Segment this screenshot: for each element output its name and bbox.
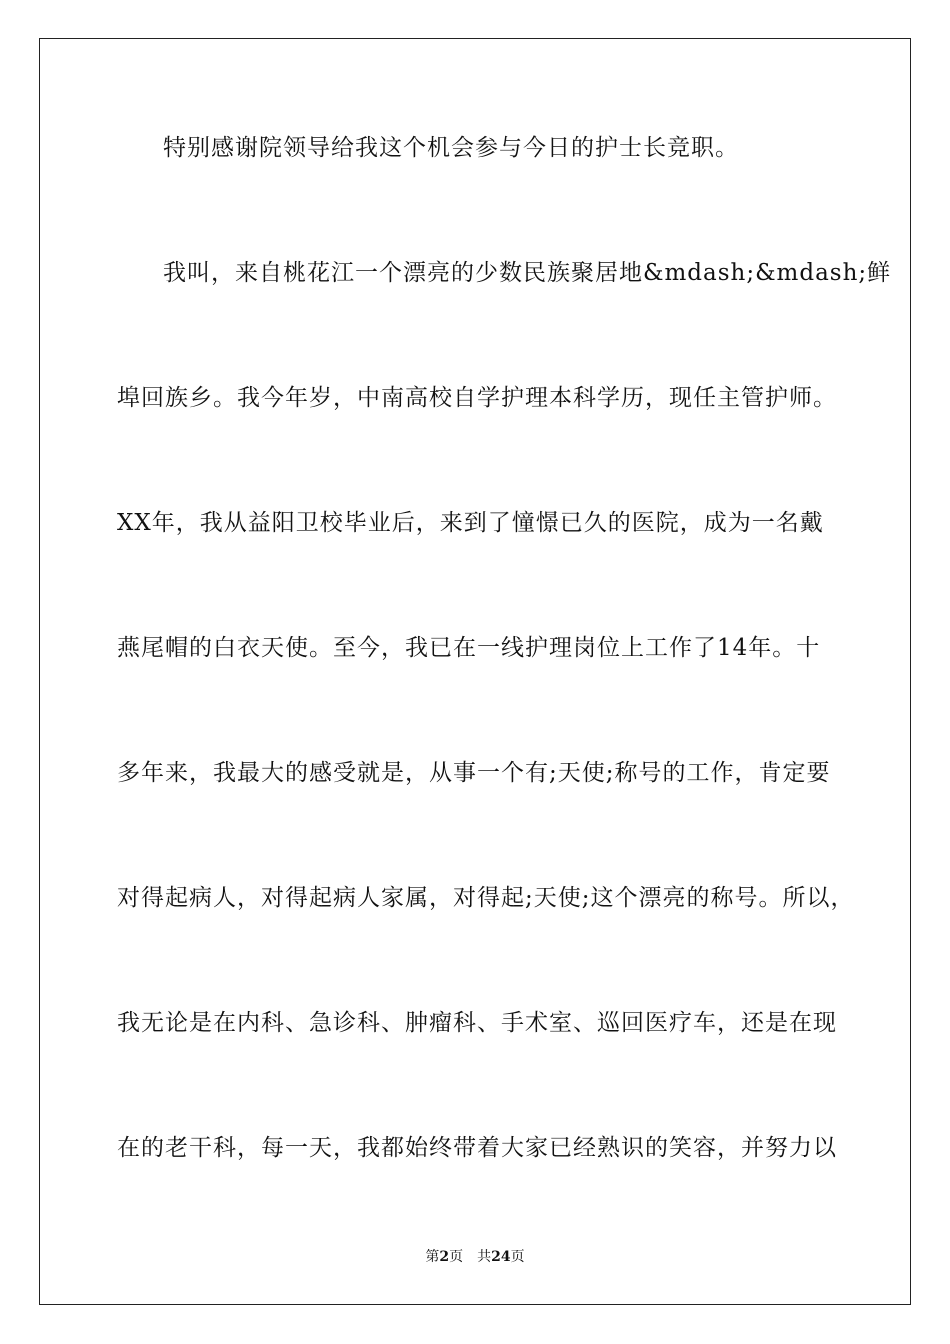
- page-prefix: 第: [425, 1249, 440, 1265]
- paragraph-line-2: 我叫，来自桃花江一个漂亮的少数民族聚居地&mdash;&mdash;鲜: [163, 260, 892, 286]
- page-suffix: 页: [449, 1249, 464, 1265]
- page-border: [39, 38, 911, 1305]
- paragraph-line-8: 我无论是在内科、急诊科、肿瘤科、手术室、巡回医疗车，还是在现: [117, 1010, 837, 1036]
- paragraph-line-9: 在的老干科，每一天，我都始终带着大家已经熟识的笑容，并努力以: [117, 1135, 837, 1161]
- total-page-count: 24: [491, 1249, 511, 1265]
- current-page-number: 2: [439, 1249, 450, 1265]
- total-prefix: 共: [477, 1249, 492, 1265]
- paragraph-line-1: 特别感谢院领导给我这个机会参与今日的护士长竞职。: [163, 135, 739, 161]
- paragraph-line-5: 燕尾帽的白衣天使。至今，我已在一线护理岗位上工作了14年。十: [117, 635, 821, 661]
- total-suffix: 页: [510, 1249, 525, 1265]
- paragraph-line-3: 埠回族乡。我今年岁，中南高校自学护理本科学历，现任主管护师。: [117, 385, 837, 411]
- paragraph-line-6: 多年来，我最大的感受就是，从事一个有;天使;称号的工作，肯定要: [117, 760, 831, 786]
- page-footer: [0, 1248, 950, 1266]
- paragraph-line-7: 对得起病人，对得起病人家属，对得起;天使;这个漂亮的称号。所以，: [117, 885, 855, 911]
- paragraph-line-4: XX年，我从益阳卫校毕业后，来到了憧憬已久的医院，成为一名戴: [117, 510, 824, 536]
